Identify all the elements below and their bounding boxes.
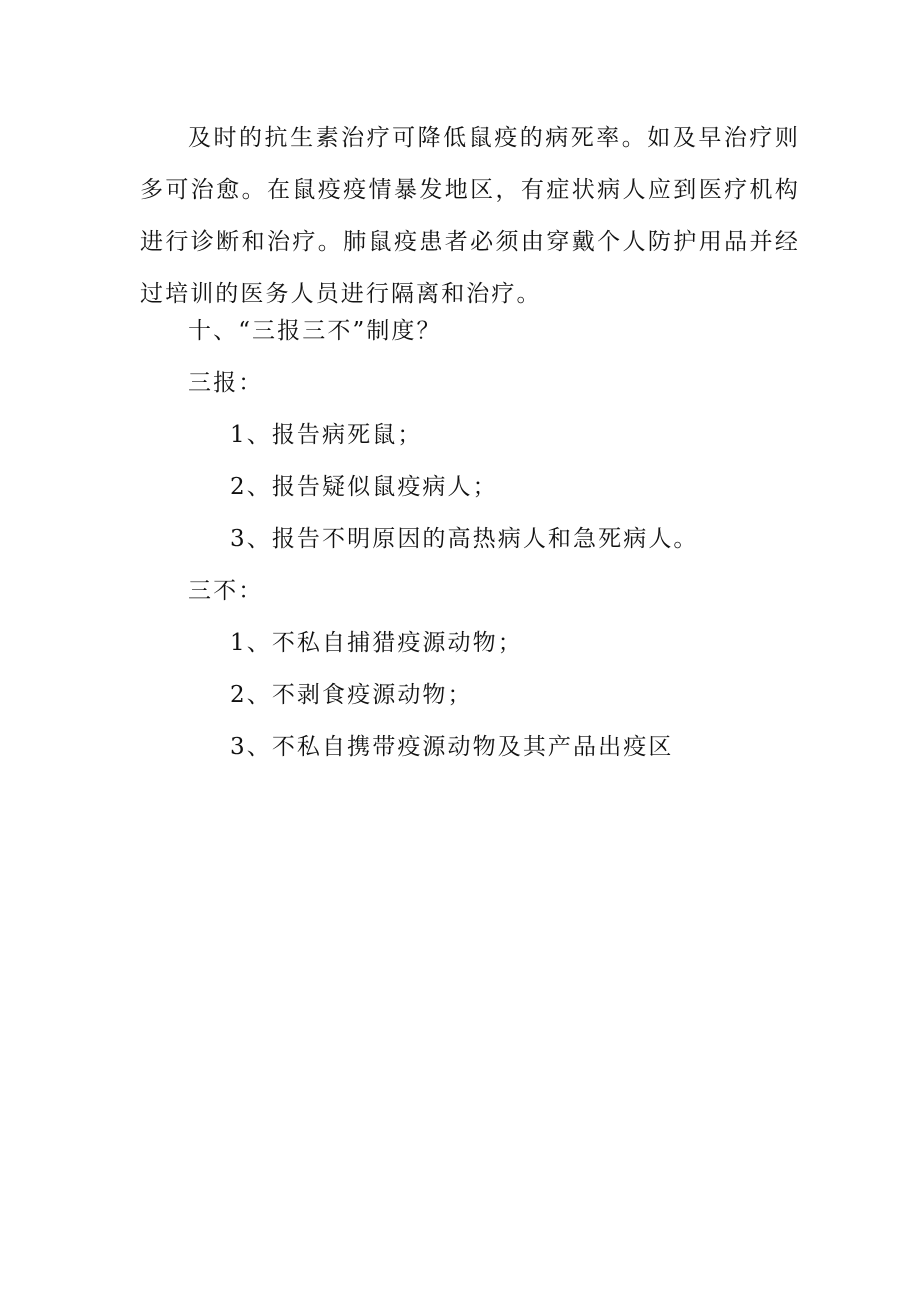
san-bu-item-1: 1、不私自捕猎疫源动物；	[230, 630, 523, 656]
section-heading: 十、“三报三不”制度？	[188, 318, 442, 344]
san-bu-label: 三不：	[188, 578, 264, 604]
san-bao-item-3: 3、报告不明原因的高热病人和急死病人。	[230, 526, 699, 552]
san-bao-item-2: 2、报告疑似鼠疫病人；	[230, 474, 498, 500]
san-bao-item-1: 1、报告病死鼠；	[230, 422, 423, 448]
san-bao-label: 三报：	[188, 370, 264, 396]
san-bu-item-3: 3、不私自携带疫源动物及其产品出疫区	[230, 734, 674, 760]
body-paragraph: 及时的抗生素治疗可降低鼠疫的病死率。如及早治疗则多可治愈。在鼠疫疫情暴发地区，有症状病人应到医疗机构进行诊断和治疗。肺鼠疫患者必须由穿戴个人防护用品并经过培训的医务人员进行隔离和治疗。	[140, 125, 800, 307]
san-bu-item-2: 2、不剥食疫源动物；	[230, 682, 473, 708]
